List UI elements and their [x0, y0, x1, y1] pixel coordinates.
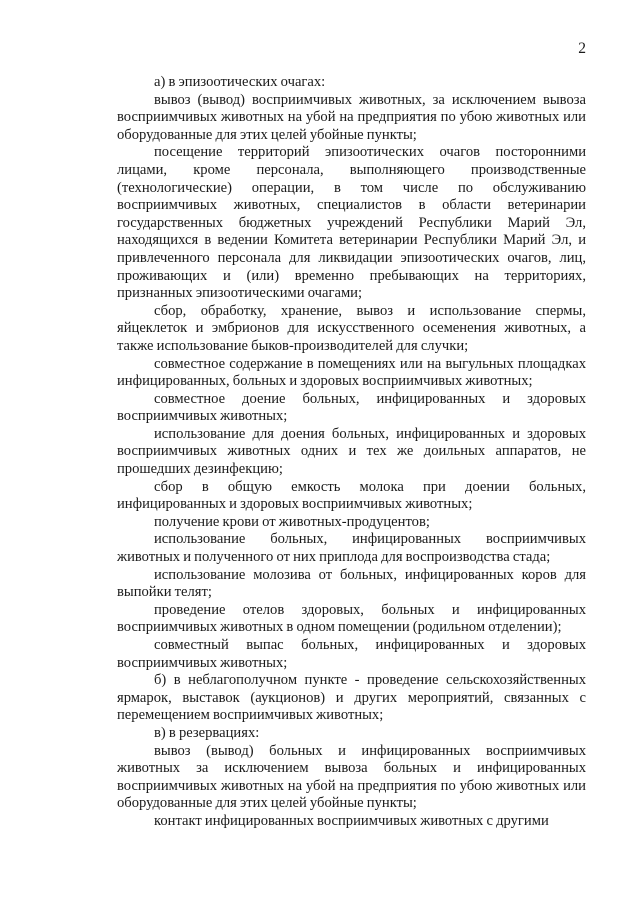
paragraph-sperm-collection: сбор, обработку, хранение, вывоз и использование спермы, яйцеклеток и эмбрионов для искусственного осеменения животных, а также использование быков-производителей для случки;	[117, 302, 586, 354]
page-number: 2	[578, 40, 586, 57]
paragraph-joint-grazing: совместный выпас больных, инфицированных и здоровых восприимчивых животных;	[117, 637, 586, 671]
paragraph-export-restriction: вывоз (вывод) восприимчивых животных, за исключением вывоза восприимчивых животных на убой на предприятия по убою животных или оборудованные для этих целей убойные пункты;	[117, 91, 586, 143]
paragraph-contact-restriction: контакт инфицированных восприимчивых животных с другими	[154, 812, 549, 829]
paragraph-item-b-fairs: б) в неблагополучном пункте - проведение сельскохозяйственных ярмарок, выставок (аукционов) и других мероприятий, связанных с перемещением восприимчивых животных;	[117, 672, 586, 724]
paragraph-colostrum: использование молозива от больных, инфицированных коров для выпойки телят;	[117, 566, 586, 601]
paragraph-blood-collection: получение крови от животных-продуцентов;	[154, 513, 430, 530]
paragraph-milk-collection: сбор в общую емкость молока при доении больных, инфицированных и здоровых восприимчивых животных;	[117, 478, 586, 513]
paragraph-joint-milking: совместное доение больных, инфицированных и здоровых восприимчивых животных;	[117, 390, 586, 425]
paragraph-herd-reproduction: использование больных, инфицированных восприимчивых животных и полученного от них приплода для воспроизводства стада;	[117, 531, 586, 566]
paragraph-milking-machines: использование для доения больных, инфицированных и здоровых восприимчивых животных одних и тех же доильных аппаратов, не прошедших дезинфекцию;	[117, 425, 586, 478]
paragraph-item-a-heading: а) в эпизоотических очагах:	[154, 74, 326, 90]
paragraph-visit-restriction: посещение территорий эпизоотических очагов посторонними лицами, кроме персонала, выполняющего производственные (технологические) операции, в том числе по обслуживанию восприимчивых животных, специалистов в области ветеринарии государственных бюджетных учреждений Республики Марий Эл, находящихся в ведении Комитета ветеринарии Республики Марий Эл, и привлеченного персонала для ликвидации эпизоотических очагов, лиц, проживающих и (или) временно пребывающих на территориях, признанных эпизоотическими очагами;	[117, 144, 586, 302]
paragraph-calving: проведение отелов здоровых, больных и инфицированных восприимчивых животных в одном помещении (родильном отделении);	[117, 601, 586, 636]
paragraph-reservation-export: вывоз (вывод) больных и инфицированных восприимчивых животных за исключением вывоза больных и инфицированных восприимчивых животных на убой на предприятия по убою животных или оборудованные для этих целей убойные пункты;	[117, 742, 586, 812]
paragraph-joint-keeping: совместное содержание в помещениях или на выгульных площадках инфицированных, больных и здоровых восприимчивых животных;	[117, 355, 586, 390]
document-body	[117, 74, 586, 831]
paragraph-item-v-heading: в) в резервациях:	[154, 724, 260, 741]
